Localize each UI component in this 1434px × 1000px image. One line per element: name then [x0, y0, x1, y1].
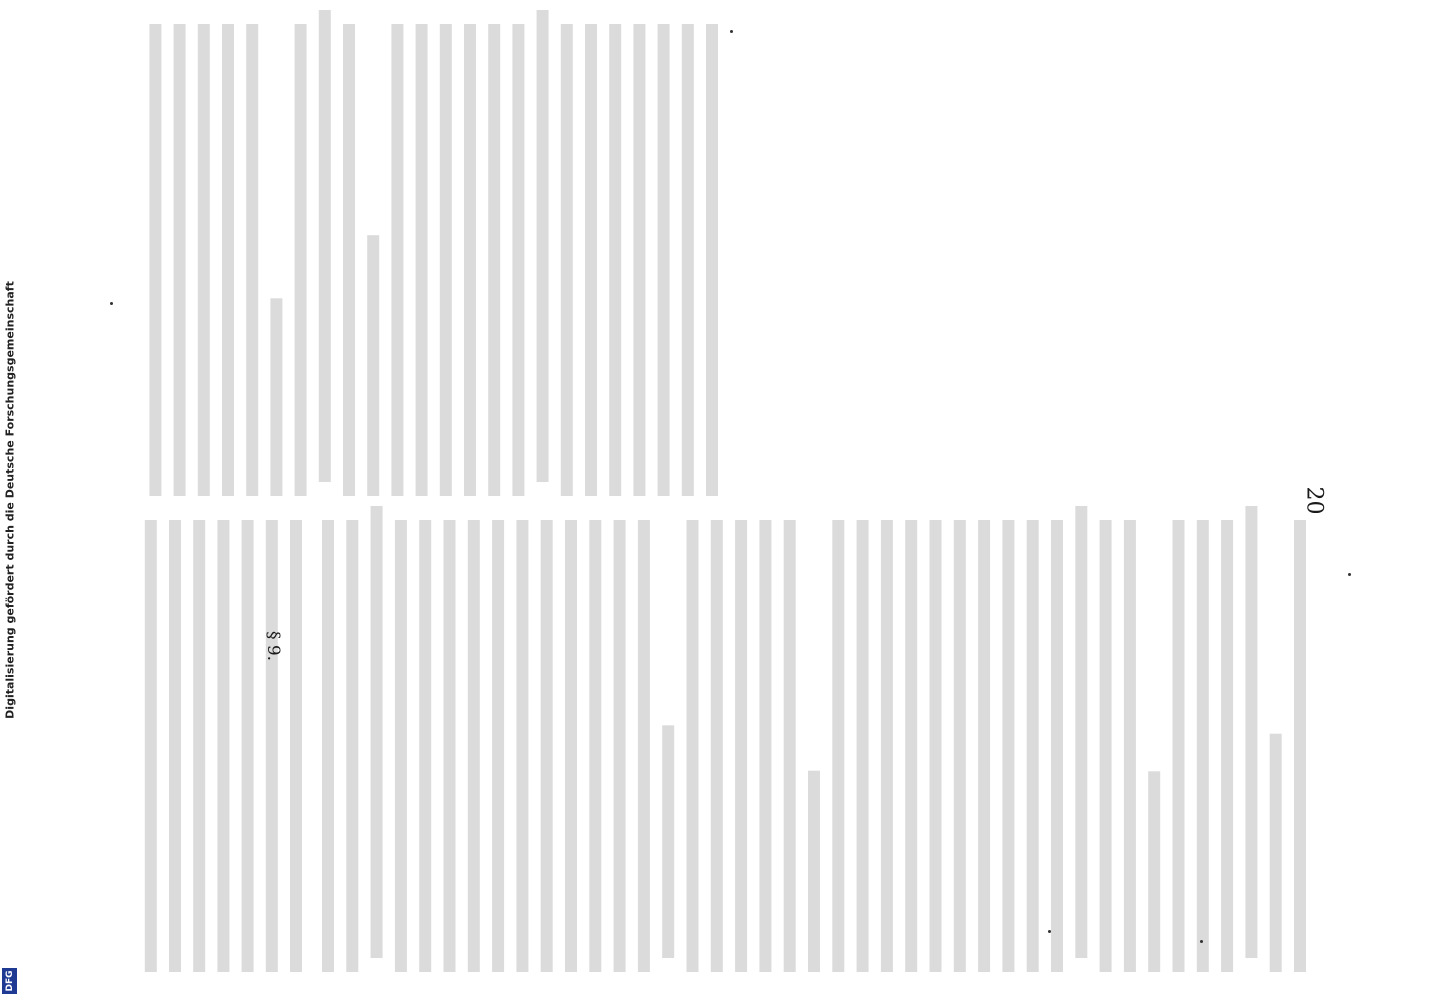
text-line-placeholder	[614, 520, 626, 972]
text-line-placeholder	[440, 24, 452, 496]
text-line-placeholder	[149, 24, 161, 496]
text-line-placeholder	[391, 24, 403, 496]
text-line-placeholder	[662, 725, 674, 958]
text-line-placeholder	[174, 24, 186, 496]
text-line-placeholder	[512, 24, 524, 496]
text-line-placeholder	[1002, 520, 1014, 972]
text-line-placeholder	[266, 520, 278, 972]
text-line-placeholder	[638, 520, 650, 972]
speck	[730, 30, 733, 33]
text-line-placeholder	[759, 520, 771, 972]
text-line-placeholder	[222, 24, 234, 496]
text-line-placeholder	[242, 520, 254, 972]
text-line-placeholder	[561, 24, 573, 496]
text-line-placeholder	[1124, 520, 1136, 972]
text-line-placeholder	[905, 520, 917, 972]
credit-text: Digitalisierung gefördert durch die Deutsche Forschungsgemeinschaft	[3, 281, 17, 719]
text-line-placeholder	[930, 520, 942, 972]
text-line-placeholder	[1173, 520, 1185, 972]
text-line-placeholder	[1075, 506, 1087, 958]
text-line-placeholder	[1027, 520, 1039, 972]
text-line-placeholder	[395, 520, 407, 972]
text-line-placeholder	[217, 520, 229, 972]
text-line-placeholder	[1148, 771, 1160, 972]
text-line-placeholder	[978, 520, 990, 972]
text-line-placeholder	[541, 520, 553, 972]
text-line-placeholder	[322, 520, 334, 972]
text-line-placeholder	[290, 520, 302, 972]
text-line-placeholder	[198, 24, 210, 496]
text-line-placeholder	[589, 520, 601, 972]
text-line-placeholder	[367, 235, 379, 496]
text-line-placeholder	[881, 520, 893, 972]
text-line-placeholder	[1270, 734, 1282, 972]
speck	[1048, 930, 1051, 933]
text-line-placeholder	[1294, 520, 1306, 972]
text-line-placeholder	[687, 520, 699, 972]
dfg-logo	[2, 968, 17, 994]
dfg-logo-text: DFG	[4, 970, 15, 992]
text-line-placeholder	[1100, 520, 1112, 972]
text-line-placeholder	[633, 24, 645, 496]
text-line-placeholder	[658, 24, 670, 496]
text-line-placeholder	[246, 24, 258, 496]
text-line-placeholder	[784, 520, 796, 972]
digitization-credit	[0, 0, 20, 1000]
text-line-placeholder	[857, 520, 869, 972]
text-line-placeholder	[682, 24, 694, 496]
text-line-placeholder	[711, 520, 723, 972]
text-line-placeholder	[492, 520, 504, 972]
text-line-placeholder	[270, 298, 282, 496]
text-line-placeholder	[464, 24, 476, 496]
text-line-placeholder	[1245, 506, 1257, 958]
text-line-placeholder	[169, 520, 181, 972]
text-line-placeholder	[145, 520, 157, 972]
text-line-placeholder	[319, 10, 331, 482]
speck	[110, 302, 113, 305]
text-line-placeholder	[808, 771, 820, 972]
text-line-placeholder	[346, 520, 358, 972]
text-line-placeholder	[735, 520, 747, 972]
text-line-placeholder	[488, 24, 500, 496]
text-line-placeholder	[565, 520, 577, 972]
speck	[1200, 940, 1203, 943]
text-line-placeholder	[419, 520, 431, 972]
text-line-placeholder	[706, 24, 718, 496]
text-line-placeholder	[585, 24, 597, 496]
text-line-placeholder	[1051, 520, 1063, 972]
text-line-placeholder	[193, 520, 205, 972]
text-line-placeholder	[954, 520, 966, 972]
text-line-placeholder	[468, 520, 480, 972]
text-line-placeholder	[537, 10, 549, 482]
text-line-placeholder	[343, 24, 355, 496]
text-line-placeholder	[1221, 520, 1233, 972]
text-line-placeholder	[371, 506, 383, 958]
text-line-placeholder	[416, 24, 428, 496]
text-line-placeholder	[832, 520, 844, 972]
speck	[1348, 573, 1351, 576]
section-heading: § 9.	[263, 630, 284, 662]
text-line-placeholder	[295, 24, 307, 496]
text-line-placeholder	[609, 24, 621, 496]
text-line-placeholder	[444, 520, 456, 972]
text-line-placeholder	[516, 520, 528, 972]
page-number: 20	[1301, 486, 1327, 515]
text-line-placeholder	[1197, 520, 1209, 972]
